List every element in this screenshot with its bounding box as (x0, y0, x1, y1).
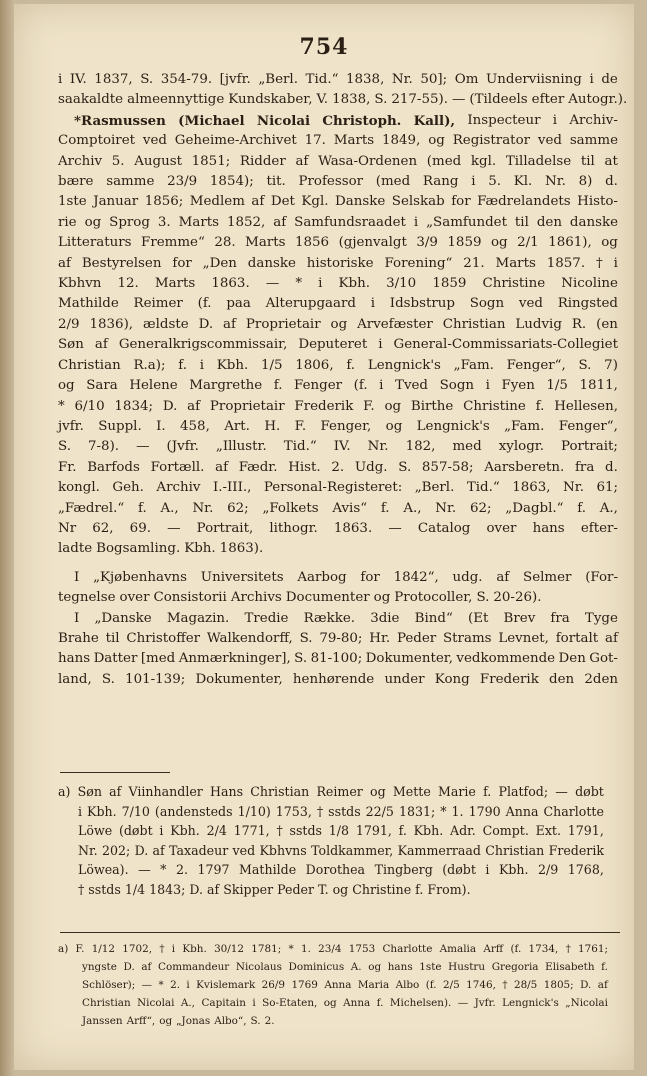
text-line: Christian R.a); f. i Kbh. 1/5 1806, f. Lengnick's „Fam. Fenger“, S. 7) (58, 357, 618, 373)
main-text (58, 70, 628, 690)
text-line: tegnelse over Consistorii Archivs Documenter og Protocoller, S. 20-26). (58, 590, 542, 606)
book-page (14, 4, 634, 1070)
text-line: Mathilde Reimer (f. paa Alterupgaard i Idsbstrup Sogn ved Ringsted (58, 296, 618, 312)
text-line: rie og Sprog 3. Marts 1852, af Samfundsraadet i „Samfundet til den danske (58, 214, 618, 230)
text-line: ladte Bogsamling. Kbh. 1863). (58, 541, 264, 557)
text-line: Schlöser); — * 2. i Kvislemark 26/9 1769 Anna Maria Albo (f. 2/5 1746, † 28/5 1805; D. af (82, 979, 608, 991)
text-line: Brahe til Christoffer Walkendorff, S. 79-80; Hr. Peder Strams Levnet, fortalt af (58, 630, 618, 646)
text-line: land, S. 101-139; Dokumenter, henhørende under Kong Frederik den 2den (58, 671, 618, 687)
text-line: i Kbh. 7/10 (andensteds 1/10) 1753, † sstds 22/5 1831; * 1. 1790 Anna Charlotte (78, 803, 604, 819)
text-line: 2/9 1836), ældste D. af Proprietair og Arvefæster Christian Ludvig R. (en (58, 316, 618, 332)
page-number: 754 (299, 34, 349, 60)
text-line: yngste D. af Commandeur Nicolaus Dominicus A. og hans 1ste Hustru Gregoria Elisabeth f. (82, 961, 608, 973)
text-line: a) F. 1/12 1702, † i Kbh. 30/12 1781; * 1. 23/4 1753 Charlotte Amalia Arff (f. 1734, † 1761; (58, 943, 608, 955)
text-line: i IV. 1837, S. 354-79. [jvfr. „Berl. Tid.“ 1838, Nr. 50]; Om Underviisning i de (58, 72, 618, 87)
text-line: 1ste Januar 1856; Medlem af Det Kgl. Danske Selskab for Fædrelandets Histo- (58, 194, 618, 210)
text-line: Nr 62, 69. — Portrait, lithogr. 1863. — Catalog over hans efter- (58, 520, 618, 536)
text-line: „Fædrel.“ f. A., Nr. 62; „Folkets Avis“ f. A., Nr. 62; „Dagbl.“ f. A., (58, 500, 618, 516)
text-line: af Bestyrelsen for „Den danske historiske Forening“ 21. Marts 1857. † i (58, 255, 618, 271)
text-line: † sstds 1/4 1843; D. af Skipper Peder T. og Christine f. From). (78, 881, 471, 897)
text-line: Nr. 202; D. af Taxadeur ved Kbhvns Toldkammer, Kammerraad Christian Frederik (78, 842, 604, 858)
text-line: bære samme 23/9 1854); tit. Professor (med Rang i 5. Kl. Nr. 8) d. (58, 174, 618, 190)
text-line: saakaldte almeennyttige Kundskaber, V. 1838, S. 217-55). — (Tildeels efter Autogr.). (58, 92, 628, 108)
text-line: hans Datter [med Anmærkninger], S. 81-100; Dokumenter, vedkommende Den Got- (58, 651, 618, 667)
text-line: I „Danske Magazin. Tredie Række. 3die Bind“ (Et Brev fra Tyge (74, 610, 618, 626)
text-line: Litteraturs Fremme“ 28. Marts 1856 (gjenvalgt 3/9 1859 og 2/1 1861), og (58, 235, 618, 251)
text-line: I „Kjøbenhavns Universitets Aarbog for 1842“, udg. af Selmer (For- (74, 569, 618, 585)
footnote-b (58, 940, 608, 1030)
text-line: Kbhvn 12. Marts 1863. — * i Kbh. 3/10 1859 Christine Nicoline (58, 276, 618, 292)
text-line: Comptoiret ved Geheime-Archivet 17. Marts 1849, og Registrator ved samme (58, 133, 618, 149)
text-line (58, 560, 618, 568)
text-line: S. 7-8). — (Jvfr. „Illustr. Tid.“ IV. Nr. 182, med xylogr. Portrait; (58, 439, 618, 455)
text-line: og Sara Helene Margrethe f. Fenger (f. i Tved Sogn i Fyen 1/5 1811, (58, 378, 618, 394)
text-line: a) Søn af Viinhandler Hans Christian Reimer og Mette Marie f. Platfod; — døbt (58, 784, 604, 799)
text-line: jvfr. Suppl. I. 458, Art. H. F. Fenger, og Lengnick's „Fam. Fenger“, (58, 418, 618, 434)
footnote-rule-2 (60, 932, 620, 933)
footnote-rule (60, 772, 170, 773)
footnote-a (58, 782, 604, 900)
text-line: *Rasmussen (Michael Nicolai Christoph. Kall), Inspecteur i Archiv- (74, 112, 618, 129)
text-line: Fr. Barfods Fortæll. af Fædr. Hist. 2. Udg. S. 857-58; Aarsberetn. fra d. (58, 459, 618, 475)
text-line: Archiv 5. August 1851; Ridder af Wasa-Ordenen (med kgl. Tilladelse til at (58, 153, 618, 169)
text-line: Löwe (døbt i Kbh. 2/4 1771, † sstds 1/8 1791, f. Kbh. Adr. Compt. Ext. 1791, (78, 823, 604, 839)
text-line: kongl. Geh. Archiv I.-III., Personal-Registeret: „Berl. Tid.“ 1863, Nr. 61; (58, 480, 618, 496)
text-line: Janssen Arff“, og „Jonas Albo“, S. 2. (82, 1015, 275, 1027)
text-line: Søn af Generalkrigscommissair, Deputeret i General-Commissariats-Collegiet (58, 337, 618, 353)
text-line: * 6/10 1834; D. af Proprietair Frederik F. og Birthe Christine f. Hellesen, (58, 398, 618, 414)
text-line: Löwea). — * 2. 1797 Mathilde Dorothea Tingberg (døbt i Kbh. 2/9 1768, (78, 862, 604, 878)
text-line: Christian Nicolai A., Capitain i So-Etaten, og Anna f. Michelsen). — Jvfr. Lengnick's „Nicolai (82, 997, 608, 1009)
binding-edge (0, 0, 14, 1076)
